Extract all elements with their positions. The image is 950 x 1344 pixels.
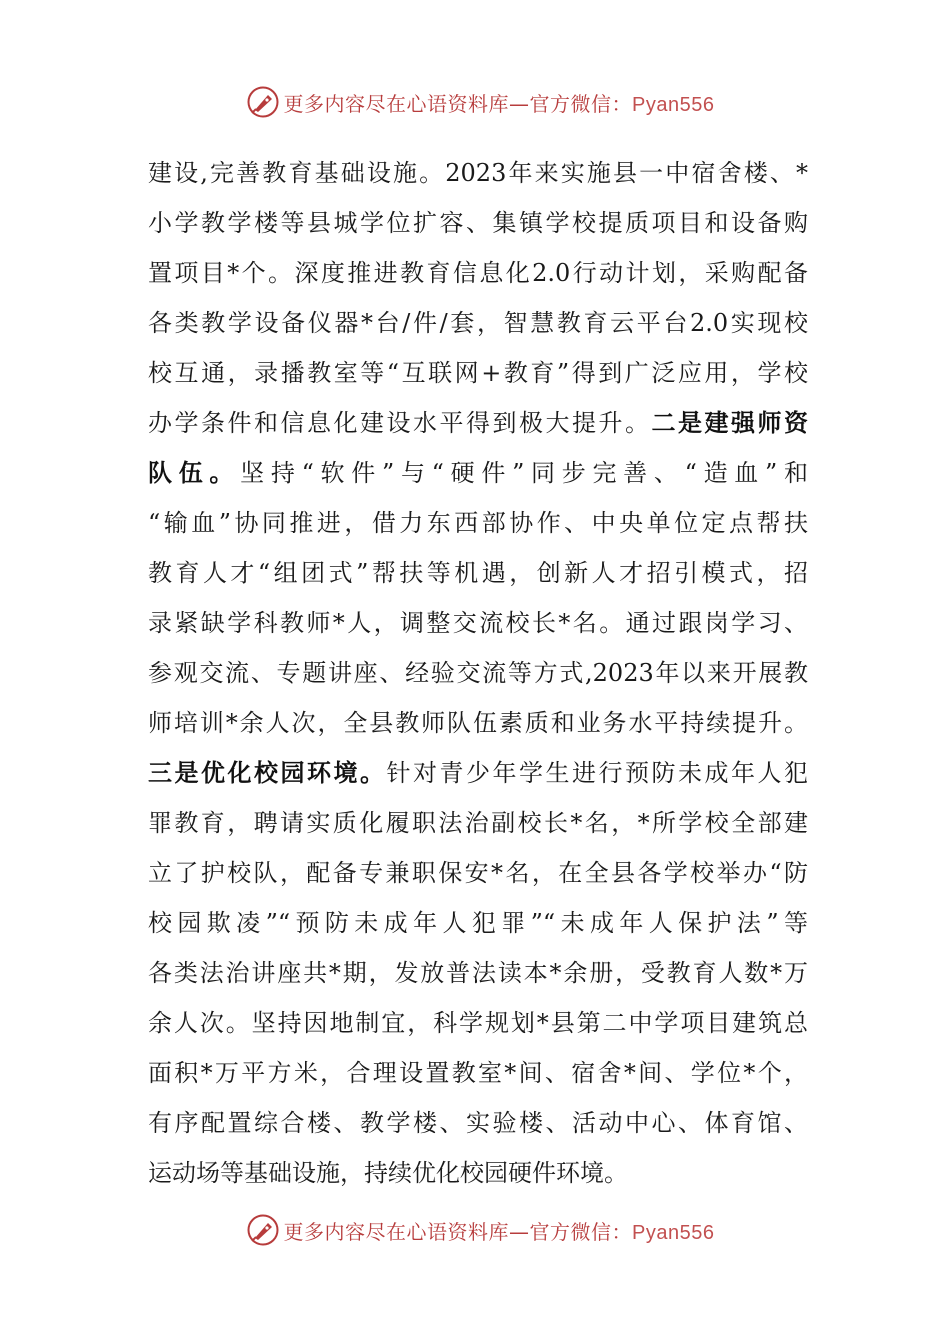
footer-watermark-text: 更多内容尽在心语资料库—官方微信：Pyan556 <box>283 1219 715 1244</box>
text-run: 录紧缺学科教师*人，调整交流校长*名。通过跟岗学习、 <box>148 609 808 637</box>
text-line <box>148 1148 808 1198</box>
text-line <box>148 798 808 848</box>
text-line <box>148 548 808 598</box>
footer-watermark-banner <box>0 1210 950 1250</box>
body-text <box>148 148 808 1198</box>
text-run: 坚持“软件”与“硬件”同步完善、“造血”和 <box>240 459 808 487</box>
text-line <box>148 848 808 898</box>
text-line <box>148 398 808 448</box>
text-line <box>148 998 808 1048</box>
text-line <box>148 898 808 948</box>
text-run: 校园欺凌”“预防未成年人犯罪”“未成年人保护法”等 <box>148 909 808 937</box>
header-watermark-banner <box>0 82 950 122</box>
text-line <box>148 148 808 198</box>
text-line <box>148 448 808 498</box>
text-line <box>148 348 808 398</box>
text-run: 各类法治讲座共*期，发放普法读本*余册，受教育人数*万 <box>148 959 808 987</box>
pen-nib-logo-icon <box>246 85 280 119</box>
pen-nib-logo-icon <box>246 1213 280 1247</box>
text-run: 立了护校队，配备专兼职保安*名，在全县各学校举办“防 <box>148 859 808 887</box>
text-line <box>148 698 808 748</box>
text-run: 教育人才“组团式”帮扶等机遇，创新人才招引模式，招 <box>148 559 808 587</box>
text-run: 办学条件和信息化建设水平得到极大提升。 <box>148 409 652 437</box>
header-watermark-text: 更多内容尽在心语资料库—官方微信：Pyan556 <box>283 91 715 116</box>
bold-heading-run: 三是优化校园环境。 <box>148 759 387 787</box>
text-run: 各类教学设备仪器*台/件/套，智慧教育云平台2.0实现校 <box>148 309 808 337</box>
text-run: 面积*万平方米，合理设置教室*间、宿舍*间、学位*个， <box>148 1059 808 1087</box>
text-run: 余人次。坚持因地制宜，科学规划*县第二中学项目建筑总 <box>148 1009 808 1037</box>
header-watermark <box>246 85 715 119</box>
text-line <box>148 298 808 348</box>
text-line <box>148 648 808 698</box>
text-run: 罪教育，聘请实质化履职法治副校长*名，*所学校全部建 <box>148 809 808 837</box>
text-run: 参观交流、专题讲座、经验交流等方式,2023年以来开展教 <box>148 659 808 687</box>
text-run: 小学教学楼等县城学位扩容、集镇学校提质项目和设备购 <box>148 209 808 237</box>
footer-watermark <box>246 1213 715 1247</box>
text-line <box>148 1098 808 1148</box>
text-run: 置项目*个。深度推进教育信息化2.0行动计划，采购配备 <box>148 259 808 287</box>
text-line <box>148 748 808 798</box>
text-line <box>148 948 808 998</box>
bold-heading-run: 二是建强师资 <box>651 409 808 437</box>
text-run: 针对青少年学生进行预防未成年人犯 <box>386 759 808 787</box>
text-line <box>148 198 808 248</box>
text-line <box>148 498 808 548</box>
text-run: “输血”协同推进，借力东西部协作、中央单位定点帮扶 <box>148 509 808 537</box>
text-run: 建设,完善教育基础设施。2023年来实施县一中宿舍楼、* <box>148 159 808 187</box>
bold-heading-run: 队伍。 <box>148 459 241 487</box>
text-run: 师培训*余人次，全县教师队伍素质和业务水平持续提升。 <box>148 709 808 737</box>
text-line <box>148 248 808 298</box>
text-line <box>148 598 808 648</box>
text-run: 运动场等基础设施，持续优化校园硬件环境。 <box>148 1159 628 1187</box>
text-run: 有序配置综合楼、教学楼、实验楼、活动中心、体育馆、 <box>148 1109 808 1137</box>
text-run: 校互通，录播教室等“互联网+教育”得到广泛应用，学校 <box>148 359 808 387</box>
text-line <box>148 1048 808 1098</box>
